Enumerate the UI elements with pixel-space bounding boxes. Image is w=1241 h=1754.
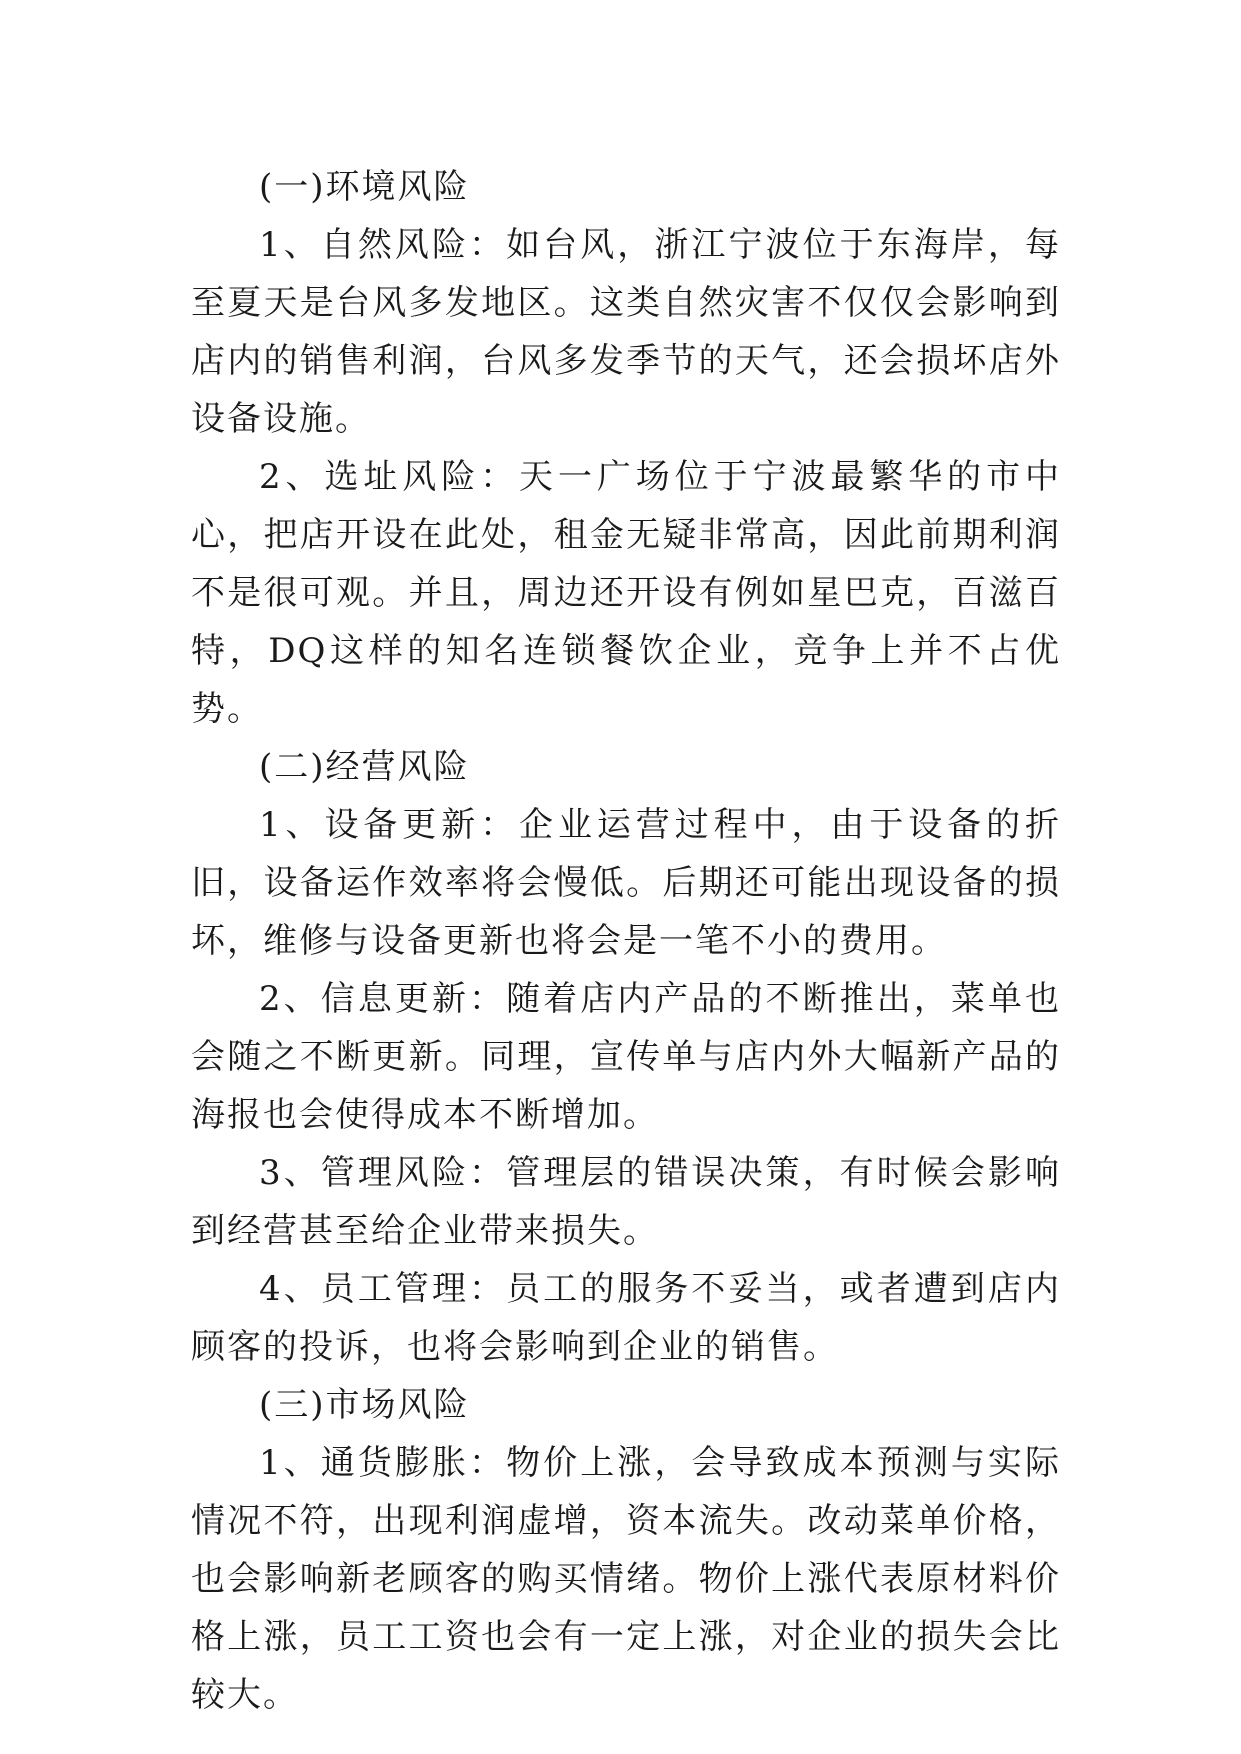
paragraph-staff-management: 4、员工管理：员工的服务不妥当，或者遭到店内顾客的投诉，也将会影响到企业的销售。 [191, 1269, 1061, 1367]
section-heading-market: (三)市场风险 [259, 1385, 470, 1425]
paragraph-information-update: 2、信息更新：随着店内产品的不断推出，菜单也会随之不断更新。同理，宣传单与店内外大幅新产品的海报也会使得成本不断增加。 [191, 979, 1061, 1135]
section-heading-operation: (二)经营风险 [259, 747, 470, 787]
document-body [191, 158, 1061, 1724]
paragraph-management-risk: 3、管理风险：管理层的错误决策，有时候会影响到经营甚至给企业带来损失。 [191, 1153, 1061, 1251]
section-heading-environment: (一)环境风险 [259, 167, 470, 207]
paragraph-inflation: 1、通货膨胀：物价上涨，会导致成本预测与实际情况不符，出现利润虚增，资本流失。改动菜单价格，也会影响新老顾客的购买情绪。物价上涨代表原材料价格上涨，员工工资也会有一定上涨，对企业的损失会比较大。 [191, 1443, 1061, 1715]
paragraph-natural-risk: 1、自然风险：如台风，浙江宁波位于东海岸，每至夏天是台风多发地区。这类自然灾害不仅仅会影响到店内的销售利润，台风多发季节的天气，还会损坏店外设备设施。 [191, 225, 1061, 439]
paragraph-equipment-update: 1、设备更新：企业运营过程中，由于设备的折旧，设备运作效率将会慢低。后期还可能出现设备的损坏，维修与设备更新也将会是一笔不小的费用。 [191, 805, 1061, 961]
paragraph-location-risk: 2、选址风险：天一广场位于宁波最繁华的市中心，把店开设在此处，租金无疑非常高，因此前期利润不是很可观。并且，周边还开设有例如星巴克，百滋百特，DQ这样的知名连锁餐饮企业，竞争上并不占优势。 [191, 457, 1061, 729]
